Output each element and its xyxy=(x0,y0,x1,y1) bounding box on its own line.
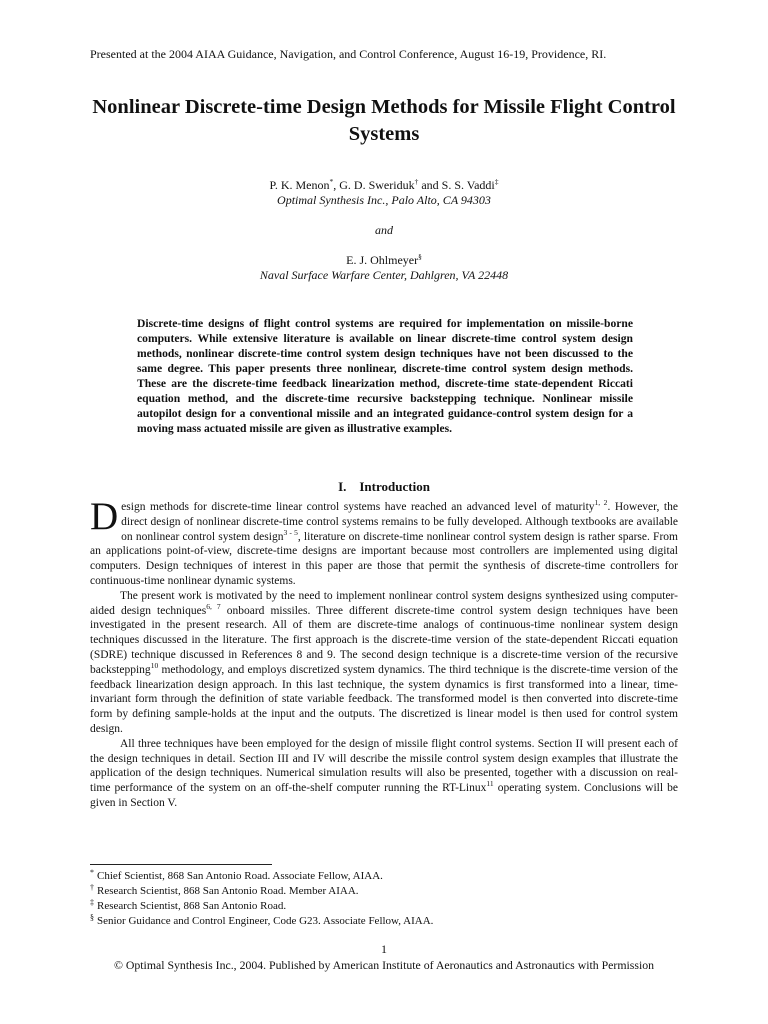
footnote-text: Chief Scientist, 868 San Antonio Road. Associate Fellow, AIAA. xyxy=(97,870,383,882)
footnote-text: Research Scientist, 868 San Antonio Road. xyxy=(97,900,287,912)
paragraph: Design methods for discrete-time linear control systems have reached an advanced level of maturity$^{1, 2}$. However, the direct design of nonlinear discrete-time control systems remains to be fully developed. Although textbooks are available on nonlinear control system design$^{3 - 5}$, literature on discrete-time nonlinear control system design is rather sparse. From an applications point-of-view, discrete-time designs are important because most controllers are implemented using digital computers. Design techniques of interest in this paper are those that permit the synthesis of discrete-time controllers for continuous-time nonlinear dynamic systems. xyxy=(90,495,678,587)
citation: 6, 7 xyxy=(206,601,221,611)
author-footnote-mark: † xyxy=(414,177,419,186)
author-footnote-mark: * xyxy=(329,177,334,186)
section-title: Introduction xyxy=(359,479,430,494)
author-name: E. J. Ohlmeyer xyxy=(346,253,419,267)
author-footnote-mark: § xyxy=(418,252,422,261)
footnote-divider xyxy=(90,864,272,865)
author-line xyxy=(80,253,688,268)
footnote-mark: § xyxy=(90,913,94,922)
section-number: I. xyxy=(338,479,347,494)
footnote xyxy=(90,884,433,899)
drop-cap: D xyxy=(90,495,119,538)
page-number: 1 xyxy=(381,942,387,956)
paper-title: Nonlinear Discrete-time Design Methods for Missile Flight Control Systems xyxy=(92,96,676,145)
footnote-text: Senior Guidance and Control Engineer, Code G23. Associate Fellow, AIAA. xyxy=(97,915,434,927)
citation: 11 xyxy=(486,779,494,789)
conference-note: Presented at the 2004 AIAA Guidance, Navigation, and Control Conference, August 16-19, Providence, RI. xyxy=(90,47,607,61)
and-separator: and xyxy=(375,223,393,237)
author-name: G. D. Sweriduk xyxy=(339,178,415,192)
copyright-notice: © Optimal Synthesis Inc., 2004. Published by American Institute of Aeronautics and Astronautics with Permission xyxy=(113,958,655,972)
footnote-mark: * xyxy=(90,868,94,877)
author-line xyxy=(80,178,688,193)
footnote-text: Research Scientist, 868 San Antonio Road. Member AIAA. xyxy=(97,885,359,897)
footnote-mark: † xyxy=(90,883,94,892)
paragraph: All three techniques have been employed for the design of missile flight control systems. Section II will present each of the design techniques in detail. Section III and IV will describe the missile control system design examples that illustrate the application of the design techniques. Numerical simulation results will also be presented, together with a discussion on real-time performance of the system on an off-the-shelf computer running the RT-Linux$^{11}$ operating system. Conclusions will be given in Section V. xyxy=(90,737,679,809)
author-name: P. K. Menon xyxy=(269,178,330,192)
footnote-mark: ‡ xyxy=(90,898,94,907)
author-separator: , xyxy=(333,178,340,192)
affiliation-line: Naval Surface Warfare Center, Dahlgren, VA 22448 xyxy=(259,268,509,282)
affiliation-line: Optimal Synthesis Inc., Palo Alto, CA 94303 xyxy=(277,193,491,207)
paragraph: The present work is motivated by the need to implement nonlinear control system designs synthesized using computer-aided design techniques$^{6, 7}$ onboard missiles. Three different discrete-time control system design techniques have been investigated in the present research. All of them are discrete-time analogs of continuous-time nonlinear system design techniques discussed in the literature. The first approach is the discrete-time version of the state-dependent Riccati equation (SDRE) technique discussed in References 8 and 9. The second design technique is a discrete-time version of the recursive backstepping$^{10}$ methodology, and employs discretized system dynamics. The third technique is the discrete-time version of the feedback linearization design approach. In this last technique, the system dynamics is first transformed into a linear, time-invariant form through the definition of state variable feedback. The transformed model is then converted into discrete-time form by defining sample-holds at the input and the outputs. The discretized is linear model is then used for control system design. xyxy=(90,589,679,735)
footnotes xyxy=(90,869,433,929)
author-name: S. S. Vaddi xyxy=(441,178,495,192)
footnote xyxy=(90,899,433,914)
citation: 3 - 5 xyxy=(283,527,298,537)
citation: 1, 2 xyxy=(594,498,608,507)
section-heading xyxy=(80,479,688,495)
abstract: Discrete-time designs of flight control systems are required for implementation on missile-borne computers. While extensive literature is available on linear discrete-time control system design methods, nonlinear discrete-time control system design techniques have not been discussed to the same degree. This paper presents three nonlinear, discrete-time control system design methods. These are the discrete-time feedback linearization method, discrete-time state-dependent Riccati equation method, and the discrete-time recursive backstepping technique. Nonlinear missile autopilot design for a conventional missile and an integrated guidance-control system design for a moving mass actuated missile are given as illustrative examples. xyxy=(137,317,633,435)
citation: 10 xyxy=(150,660,159,670)
author-separator: and xyxy=(418,178,442,192)
introduction-body xyxy=(90,495,679,811)
footnote xyxy=(90,869,433,884)
footnote xyxy=(90,914,433,929)
author-footnote-mark: ‡ xyxy=(494,177,499,186)
